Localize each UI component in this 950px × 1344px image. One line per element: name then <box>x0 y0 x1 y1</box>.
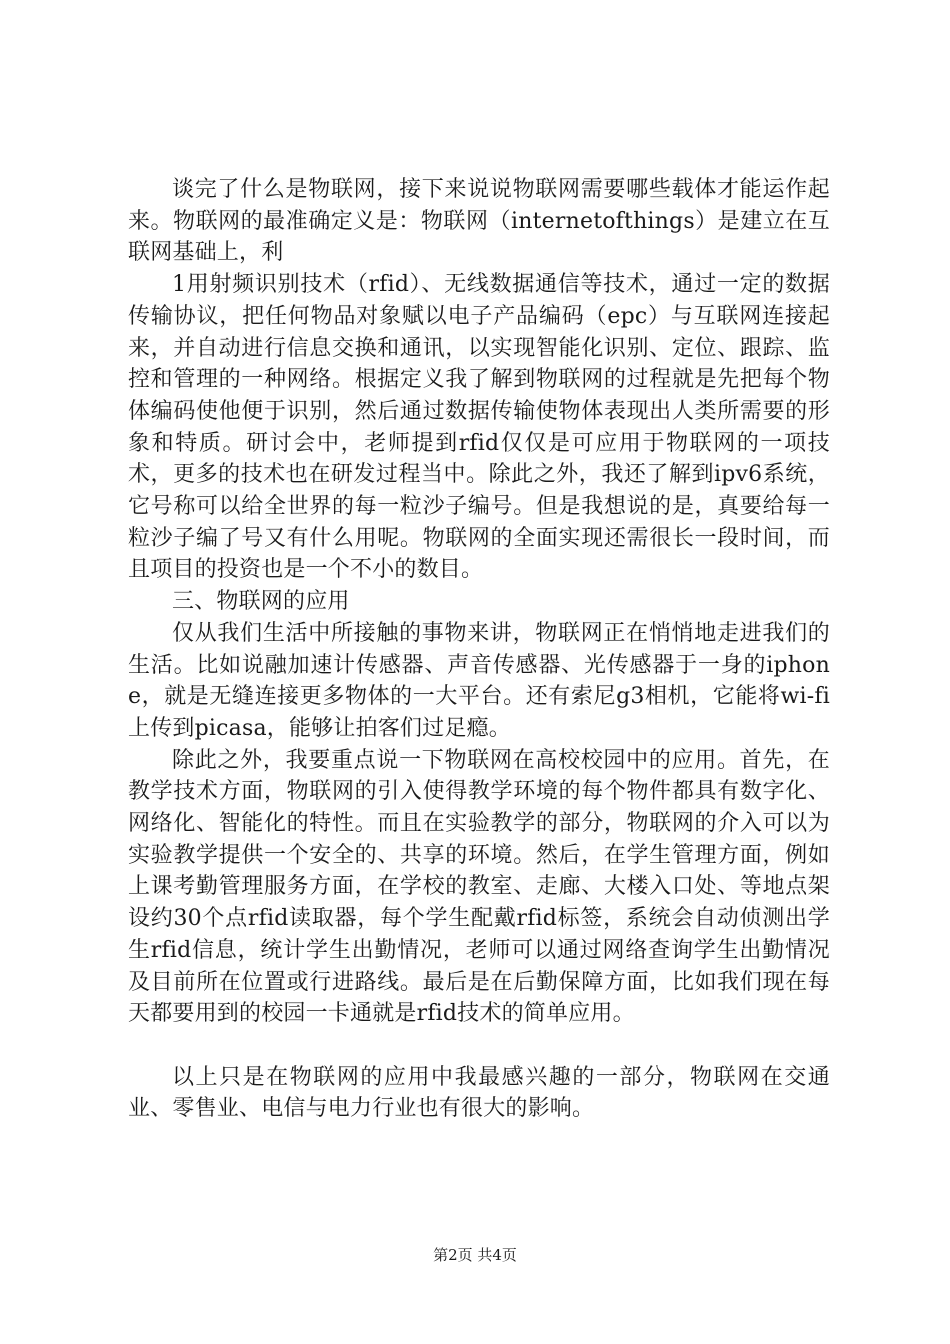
paragraph-campus-applications: 除此之外，我要重点说一下物联网在高校校园中的应用。首先，在教学技术方面，物联网的引入使得教学环境的每个物件都具有数字化、网络化、智能化的特性。而且在实验教学的部分，物联网的介入可以为实验教学提供一个安全的、共享的环境。然后，在学生管理方面，例如上课考勤管理服务方面，在学校的教室、走廊、大楼入口处、等地点架设约30个点rfid读取器，每个学生配戴rfid标签，系统会自动侦测出学生rfid信息，统计学生出勤情况，老师可以通过网络查询学生出勤情况及目前所在位置或行进路线。最后是在后勤保障方面，比如我们现在每天都要用到的校园一卡通就是rfid技术的简单应用。 <box>128 747 830 1027</box>
paragraph-conclusion: 以上只是在物联网的应用中我最感兴趣的一部分，物联网在交通业、零售业、电信与电力行业也有很大的影响。 <box>128 1064 830 1122</box>
paragraph-rfid-technology: 1用射频识别技术（rfid）、无线数据通信等技术，通过一定的数据传输协议，把任何物品对象赋以电子产品编码（epc）与互联网连接起来，并自动进行信息交换和通讯，以实现智能化识别、定位、跟踪、监控和管理的一种网络。根据定义我了解到物联网的过程就是先把每个物体编码使他便于识别，然后通过数据传输使物体表现出人类所需要的形象和特质。研讨会中，老师提到rfid仅仅是可应用于物联网的一项技术，更多的技术也在研发过程当中。除此之外，我还了解到ipv6系统，它号称可以给全世界的每一粒沙子编号。但是我想说的是，真要给每一粒沙子编了号又有什么用呢。物联网的全面实现还需很长一段时间，而且项目的投资也是一个不小的数目。 <box>128 272 830 583</box>
section-heading-applications: 三、物联网的应用 <box>172 589 350 615</box>
paragraph-definition: 谈完了什么是物联网，接下来说说物联网需要哪些载体才能运作起来。物联网的最准确定义是：物联网（internetofthings）是建立在互联网基础上，利 <box>128 177 830 266</box>
document-body <box>128 174 830 1125</box>
paragraph-daily-life: 仅从我们生活中所接触的事物来讲，物联网正在悄悄地走进我们的生活。比如说融加速计传感器、声音传感器、光传感器于一身的iphone，就是无缝连接更多物体的一大平台。还有索尼g3相机，它能将wi-fi上传到picasa，能够让拍客们过足瘾。 <box>128 620 830 741</box>
page-number-footer: 第2页 共4页 <box>433 1246 517 1264</box>
